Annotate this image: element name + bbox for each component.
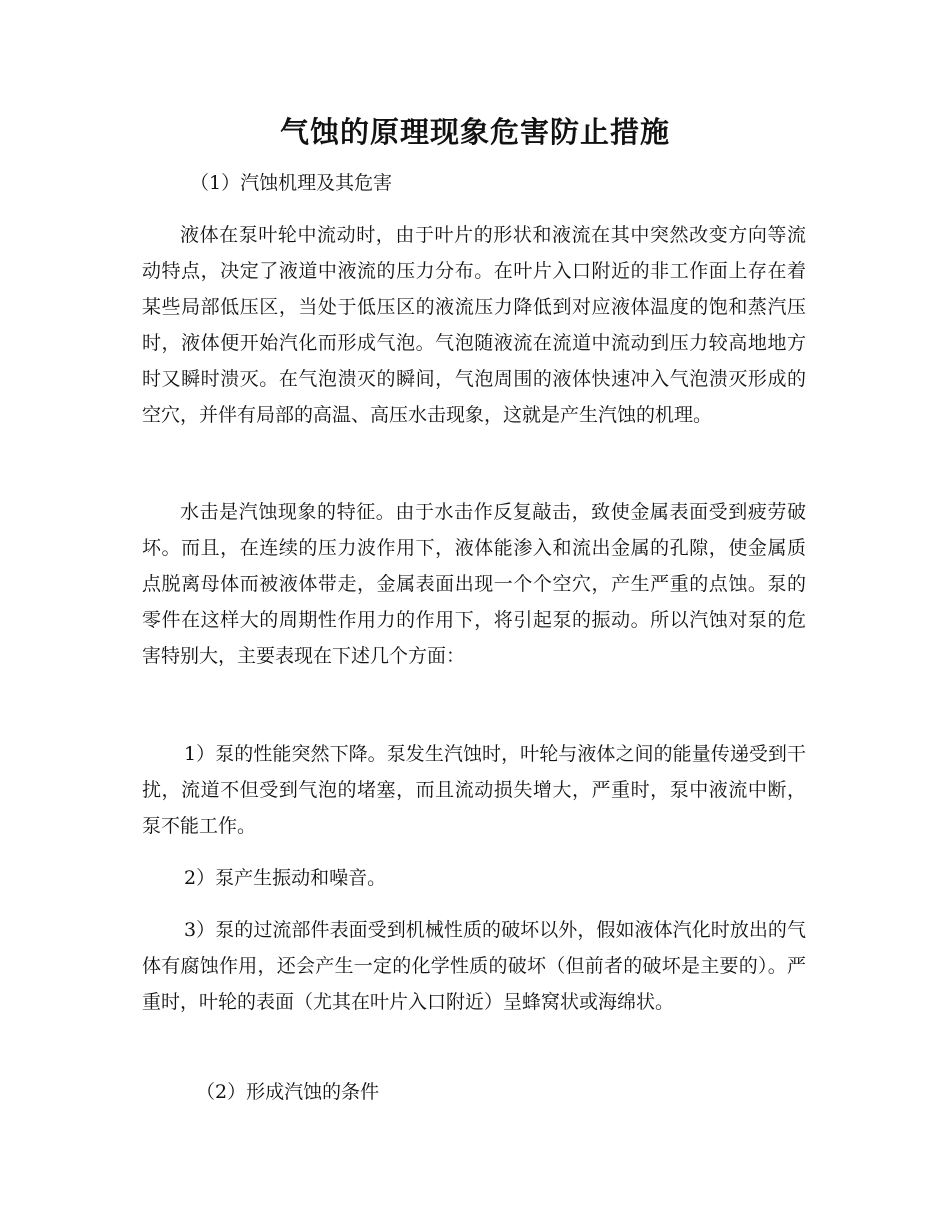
- list-item-performance-drop: 1）泵的性能突然下降。泵发生汽蚀时，叶轮与液体之间的能量传递受到干扰，流道不但受到气泡的堵塞，而且流动损失增大，严重时，泵中液流中断，泵不能工作。: [142, 743, 806, 837]
- list-item-vibration-noise: 2）泵产生振动和噪音。: [184, 867, 387, 889]
- list-item-surface-damage: 3）泵的过流部件表面受到机械性质的破坏以外，假如液体汽化时放出的气体有腐蚀作用，还会产生一定的化学性质的破坏（但前者的破坏是主要的）。严重时，叶轮的表面（尤其在叶片入口附近）呈蜂窝状或海绵状。: [142, 919, 806, 1013]
- paragraph-mechanism: 液体在泵叶轮中流动时，由于叶片的形状和液流在其中突然改变方向等流动特点，决定了液道中液流的压力分布。在叶片入口附近的非工作面上存在着某些局部低压区，当处于低压区的液流压力降低到对应液体温度的饱和蒸汽压时，液体便开始汽化而形成气泡。气泡随液流在流道中流动到压力较高地地方时又瞬时溃灭。在气泡溃灭的瞬间，气泡周围的液体快速冲入气泡溃灭形成的空穴，并伴有局部的高温、高压水击现象，这就是产生汽蚀的机理。: [142, 224, 806, 426]
- document-title: 气蚀的原理现象危害防止措施: [279, 115, 670, 149]
- section-heading-2: （2）形成汽蚀的条件: [196, 1081, 380, 1103]
- paragraph-water-hammer: 水击是汽蚀现象的特征。由于水击作反复敲击，致使金属表面受到疲劳破坏。而且，在连续的压力波作用下，液体能渗入和流出金属的孔隙，使金属质点脱离母体而被液体带走，金属表面出现一个个空穴，产生严重的点蚀。泵的零件在这样大的周期性作用力的作用下，将引起泵的振动。所以汽蚀对泵的危害特别大，主要表现在下述几个方面：: [142, 501, 806, 667]
- section-heading-1: （1）汽蚀机理及其危害: [190, 172, 393, 194]
